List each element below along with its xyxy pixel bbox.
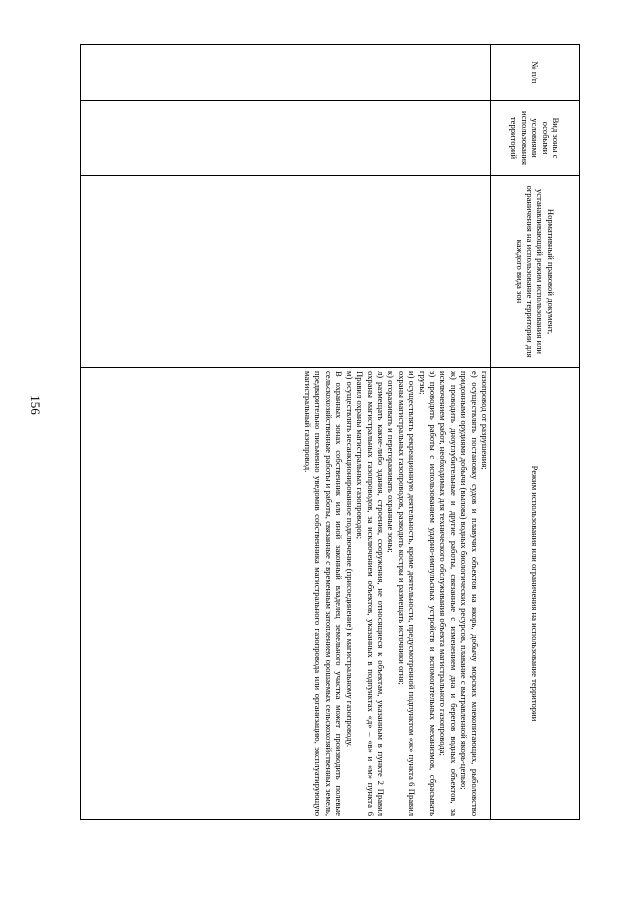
cell-document	[81, 176, 491, 368]
zones-table	[80, 44, 580, 820]
regime-paragraph: м) осуществлять несанкционированное подключение (присоединение) к магистральному газопроводу.	[344, 371, 355, 747]
cell-zone-type	[81, 101, 491, 176]
regime-paragraph: л) размещать какие-либо здания, строения, сооружения, не относящиеся к объектам, указанным в пункте 2 Правил охраны магистральных газопроводов, за исключением объектов, указанных в подпунктах «д» – «в» и «м» пункта 6 Правил охраны магистральных газопроводов;	[355, 371, 386, 816]
page-number: 156	[28, 395, 43, 415]
header-regime: Режим использования или ограничения на использование территории	[491, 368, 580, 820]
regime-paragraph: ж) проводить дноуглубительные и другие работы, связанные с изменением дна и берегов водных объектов, за исключением работ, необходимых для технического обслуживания объекта магистрального газопровода;	[438, 371, 459, 816]
header-document: Нормативный правовой документ, устанавливающий режим использования или ограничения на использование территории для каждого вида зон	[491, 176, 580, 368]
table-row	[81, 45, 491, 820]
cell-regime	[81, 368, 491, 820]
regime-paragraph: и) осуществлять рекреационную деятельность, кроме деятельности, предусмотренной подпунктом «ж» пункта 6 Правил охраны магистральных газопроводов, разводить костры и размещать источники огня;	[396, 371, 418, 816]
regime-paragraph: е) осуществлять постановку судов и плавучих объектов на якорь, добычу морских млекопитающих, рыболовство придонными орудиями добычи (вылова) водных биологических ресурсов, плавание с вытравленной якорь-цепью;	[459, 371, 480, 816]
regime-paragraph: к) огораживать и перегораживать охранные зоны;	[386, 371, 397, 553]
regime-paragraph: з) проводить работы с использованием ударно-импульсных устройств и вспомогательных механизмов, сбрасывать грузы;	[417, 371, 438, 816]
table-header-row	[491, 45, 580, 820]
cell-number	[81, 45, 491, 101]
regime-paragraph: газопровод от разрушения;	[480, 371, 490, 470]
regime-paragraph: В охранных зонах собственник или иной законный владелец земельного участка может производить полевые сельскохозяйственные работы и работы, связанные с временным затоплением орошаемых сельскохозяйственных земель, предварительно письменно уведомив собственника магистрального газопровода или организацию, эксплуатирующую магистральный газопровод.	[303, 371, 345, 816]
rotated-table-container	[80, 44, 580, 819]
header-number: № п/п	[491, 45, 580, 101]
header-zone-type: Вид зоны с особыми условиями использования территорий	[491, 101, 580, 176]
